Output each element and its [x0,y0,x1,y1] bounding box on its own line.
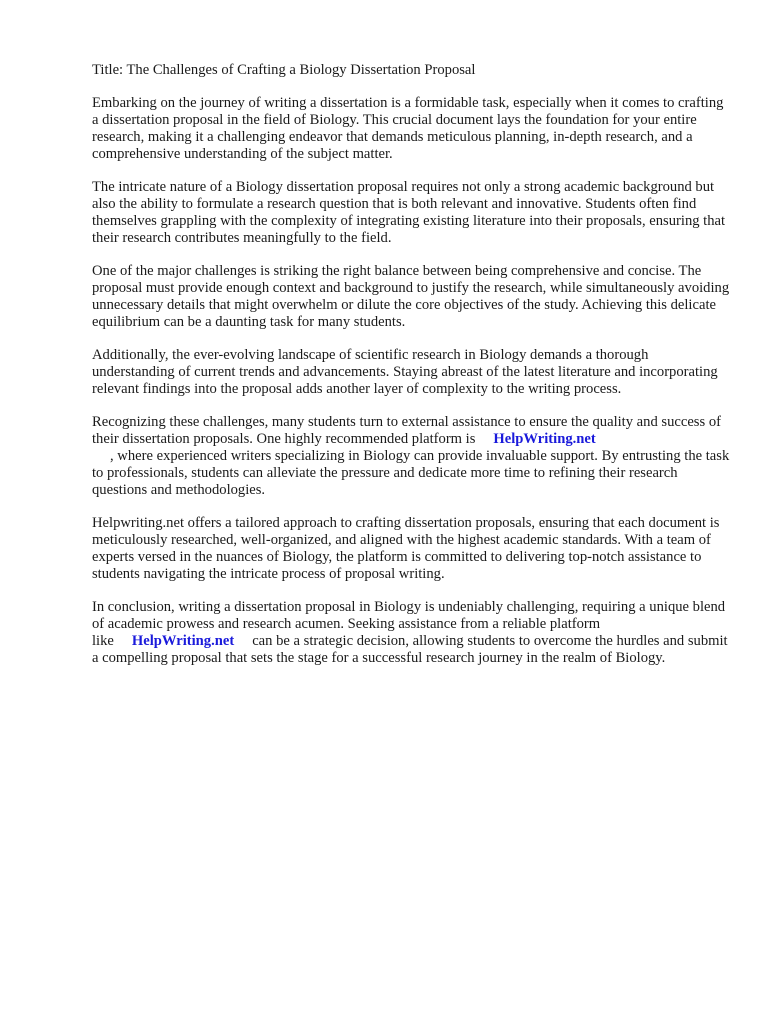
paragraph-balance: One of the major challenges is striking the right balance between being comprehensive and concise. The proposal must provide enough context and background to justify the research, while simultaneously avoiding unnecessary details that might overwhelm or dilute the core objectives of the study. Achieving this delicate equilibrium can be a daunting task for many students. [92,263,730,330]
paragraph-nature: The intricate nature of a Biology dissertation proposal requires not only a strong academic background but also the ability to formulate a research question that is both relevant and innovative. Students often find themselves grappling with the complexity of integrating existing literature into their proposals, ensuring that their research contributes meaningfully to the field. [92,179,726,246]
document-page [92,62,732,683]
helpwriting-link-2[interactable]: HelpWriting.net [131,633,235,649]
paragraph-assistance-text-after: , where experienced writers specializing in Biology can provide invaluable support. By entrusting the task to professionals, students can alleviate the pressure and dedicate more time to refining their research questions and methodologies. [92,448,730,498]
paragraph-conclusion [92,599,732,667]
paragraph-conclusion-text-before: In conclusion, writing a dissertation proposal in Biology is undeniably challenging, requiring a unique blend of academic prowess and research acumen. Seeking assistance from a reliable platform like [92,599,726,649]
paragraph-landscape: Additionally, the ever-evolving landscape of scientific research in Biology demands a thorough understanding of current trends and advancements. Staying abreast of the latest literature and incorporating relevant findings into the proposal adds another layer of complexity to the writing process. [92,347,718,397]
paragraph-intro: Embarking on the journey of writing a dissertation is a formidable task, especially when it comes to crafting a dissertation proposal in the field of Biology. This crucial document lays the foundation for your entire research, making it a challenging endeavor that demands meticulous planning, in-depth research, and a comprehensive understanding of the subject matter. [92,95,724,162]
paragraph-assistance [92,414,732,499]
paragraph-conclusion-text-after: can be a strategic decision, allowing students to overcome the hurdles and submit a compelling proposal that sets the stage for a successful research journey in the realm of Biology. [92,633,728,666]
helpwriting-link-1[interactable]: HelpWriting.net [493,431,596,447]
paragraph-helpwriting: Helpwriting.net offers a tailored approach to crafting dissertation proposals, ensuring that each document is meticulously researched, well-organized, and aligned with the highest academic standards. With a team of experts versed in the nuances of Biology, the platform is committed to delivering top-notch assistance to students navigating the intricate process of proposal writing. [92,515,720,582]
paragraph-assistance-text-before: Recognizing these challenges, many students turn to external assistance to ensure the quality and success of their dissertation proposals. One highly recommended platform is [92,414,721,447]
document-title: Title: The Challenges of Crafting a Biology Dissertation Proposal [92,62,476,78]
